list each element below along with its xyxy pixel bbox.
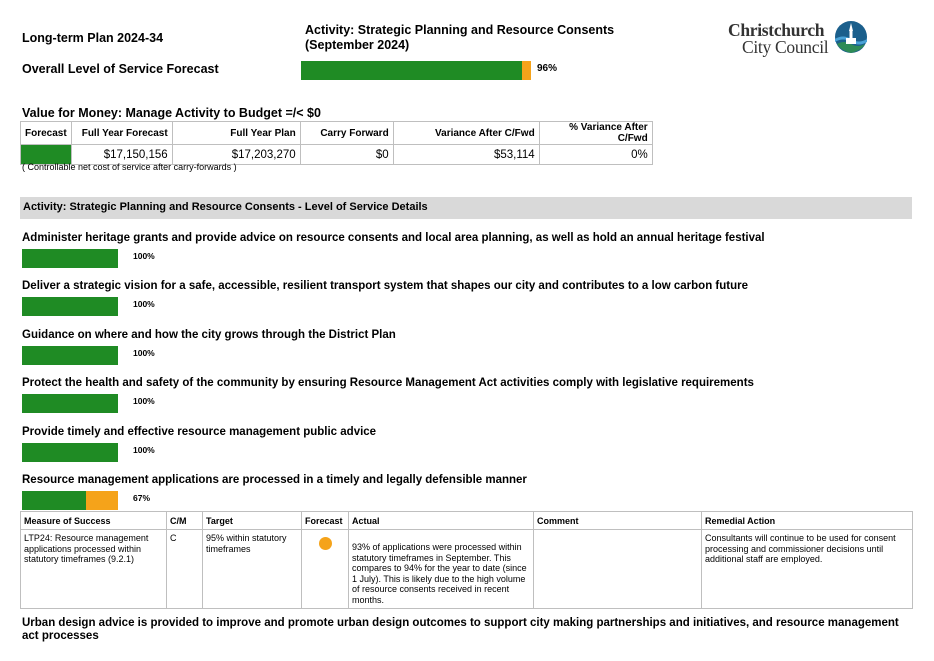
- overall-forecast-bar: [301, 61, 531, 80]
- col-actual: Actual: [349, 512, 534, 530]
- service-green-segment: [22, 491, 86, 510]
- service-title: Guidance on where and how the city grows through the District Plan: [22, 329, 396, 341]
- overall-green-segment: [301, 61, 522, 80]
- service-percent: 100%: [133, 348, 155, 358]
- col-target: Target: [203, 512, 302, 530]
- service-green-segment: [22, 346, 118, 365]
- measure-cell: LTP24: Resource management applications processed within statutory timeframes (9.2.1): [21, 530, 167, 609]
- col-full-year-plan: Full Year Plan: [172, 122, 300, 145]
- carry-forward-value: $0: [300, 145, 393, 165]
- service-green-segment: [22, 249, 118, 268]
- overall-label: Overall Level of Service Forecast: [22, 62, 219, 76]
- full-year-plan-value: $17,203,270: [172, 145, 300, 165]
- service-green-segment: [22, 297, 118, 316]
- service-progress-bar: [22, 491, 118, 510]
- forecast-status-dot-icon: [319, 537, 332, 550]
- target-cell: 95% within statutory timeframes: [203, 530, 302, 609]
- service-percent: 100%: [133, 445, 155, 455]
- service-amber-segment: [86, 491, 118, 510]
- section-header: Activity: Strategic Planning and Resource Consents - Level of Service Details: [20, 197, 912, 219]
- budget-title: Value for Money: Manage Activity to Budget =/< $0: [22, 106, 321, 120]
- col-remedial: Remedial Action: [702, 512, 913, 530]
- service-progress-bar: [22, 249, 118, 268]
- logo-text-line1: Christchurch: [728, 20, 825, 40]
- comment-cell: [534, 530, 702, 609]
- col-forecast: Forecast: [302, 512, 349, 530]
- overall-amber-segment: [522, 61, 531, 80]
- col-comment: Comment: [534, 512, 702, 530]
- actual-cell: 93% of applications were processed within statutory timeframes in September. This compares to 94% for the year to date (since 1 July). This is likely due to the high volume of resource consents received in recent months.: [349, 530, 534, 609]
- plan-title: Long-term Plan 2024-34: [22, 31, 164, 45]
- service-progress-bar: [22, 346, 118, 365]
- activity-title-line: Activity: Strategic Planning and Resource Consents: [305, 23, 615, 37]
- col-forecast: Forecast: [21, 122, 72, 145]
- service-title: Urban design advice is provided to improve and promote urban design outcomes to support city making partnerships and initiatives, and resource management act processes: [22, 617, 899, 642]
- service-title: Administer heritage grants and provide advice on resource consents and local area planning, as well as hold an annual heritage festival: [22, 232, 765, 244]
- col-carry-forward: Carry Forward: [300, 122, 393, 145]
- service-title: Provide timely and effective resource management public advice: [22, 426, 377, 438]
- col-cm: C/M: [167, 512, 203, 530]
- remedial-cell: Consultants will continue to be used for consent processing and commissioner decisions until additional staff are employed.: [702, 530, 913, 609]
- table-row: [21, 530, 913, 609]
- activity-date: (September 2024): [305, 38, 410, 52]
- service-progress-bar: [22, 297, 118, 316]
- variance-value: $53,114: [393, 145, 539, 165]
- col-variance: Variance After C/Fwd: [393, 122, 539, 145]
- full-year-forecast-value: $17,150,156: [71, 145, 172, 165]
- cathedral-emblem-icon: [834, 20, 868, 54]
- service-progress-bar: [22, 394, 118, 413]
- service-green-segment: [22, 394, 118, 413]
- service-percent: 67%: [133, 493, 151, 503]
- col-pct-variance: % Variance After C/Fwd: [539, 122, 652, 145]
- budget-table: [20, 121, 653, 165]
- cm-cell: C: [167, 530, 203, 609]
- service-title: Resource management applications are processed in a timely and legally defensible manner: [22, 474, 527, 486]
- service-percent: 100%: [133, 396, 155, 406]
- service-progress-bar: [22, 443, 118, 462]
- service-percent: 100%: [133, 251, 155, 261]
- measure-table: [20, 511, 913, 609]
- col-full-year-forecast: Full Year Forecast: [71, 122, 172, 145]
- service-title: Protect the health and safety of the community by ensuring Resource Management Act activities comply with legislative requirements: [22, 377, 754, 389]
- activity-title: [305, 23, 614, 53]
- service-percent: 100%: [133, 299, 155, 309]
- col-measure: Measure of Success: [21, 512, 167, 530]
- forecast-cell: [302, 530, 349, 609]
- pct-variance-value: 0%: [539, 145, 652, 165]
- service-green-segment: [22, 443, 118, 462]
- measure-header-row: [21, 512, 913, 530]
- service-title: Deliver a strategic vision for a safe, accessible, resilient transport system that shapes our city and contributes to a low carbon future: [22, 280, 748, 292]
- overall-percent: 96%: [537, 63, 558, 74]
- budget-note: ( Controllable net cost of service after carry-forwards ): [22, 162, 237, 172]
- council-logo: [728, 20, 873, 60]
- logo-text-line2: City Council: [742, 37, 829, 57]
- budget-header-row: [21, 122, 653, 145]
